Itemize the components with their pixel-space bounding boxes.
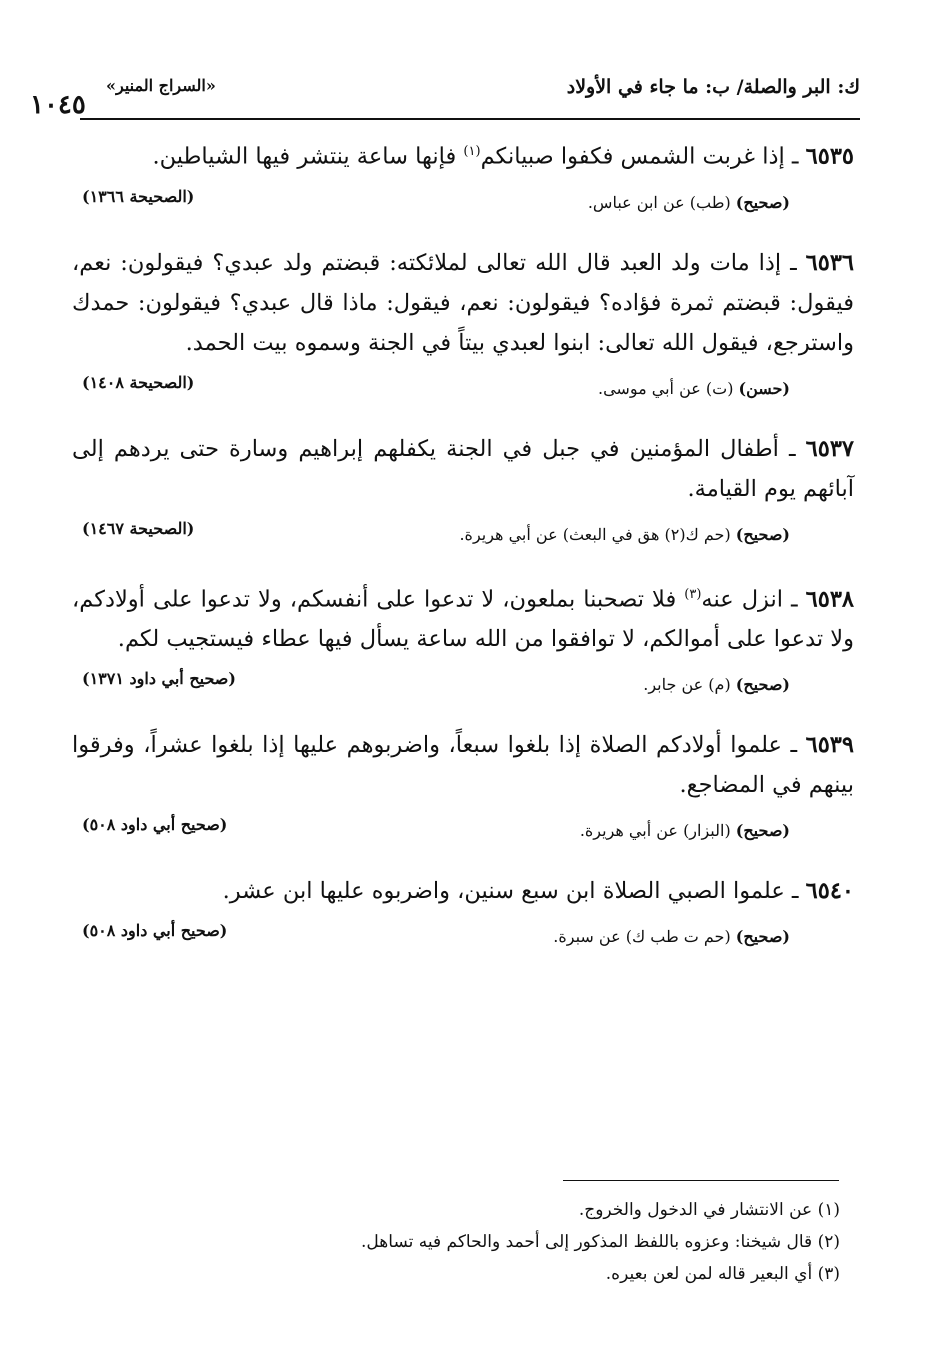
hadith-source: (ت) عن أبي موسى. bbox=[598, 378, 739, 398]
hadith-text-part: إذا مات ولد العبد قال الله تعالى لملائكته: قبضتم ولد عبدي؟ فيقولون: نعم، فيقول: قبضتم ثمرة فؤاده؟ فيقولون: نعم، فيقول: ماذا قال عبدي؟ فيقولون: حمدك واسترجع، فيقول الله تعالى: ابنوا لعبدي بيتاً في الجنة وسموه بيت الحمد. bbox=[72, 249, 854, 356]
hadith-number: ٦٥٣٨ bbox=[805, 586, 854, 612]
hadith-reference: (الصحيحة ١٤٠٨) bbox=[82, 372, 195, 392]
hadith-source: (م) عن جابر. bbox=[643, 675, 736, 694]
hadith-text-part: فلا تصحبنا بملعون، لا تدعوا على أنفسكم، ولا تدعوا على أولادكم، ولا تدعوا على أموالكم، لا توافقوا من الله ساعة يسأل فيها عطاء فيستجيب لكم. bbox=[72, 586, 854, 652]
hadith-grade: (صحيح) bbox=[735, 524, 790, 544]
hadith-grade: (صحيح) bbox=[735, 192, 790, 212]
hadith-text-part: فإنها ساعة ينتشر فيها الشياطين. bbox=[152, 143, 464, 170]
book-title: «السراج المنير» bbox=[106, 76, 216, 95]
grade-and-source bbox=[643, 675, 790, 694]
hadith-grade: (صحيح) bbox=[735, 675, 790, 694]
hadith-source: (طب) عن ابن عباس. bbox=[587, 192, 736, 212]
hadith-text-part: إذا غربت الشمس فكفوا صبيانكم bbox=[480, 143, 785, 170]
hadith-source-line bbox=[72, 372, 854, 409]
footnote-ref: (٣) bbox=[684, 586, 702, 602]
hadith-source-line bbox=[72, 921, 854, 957]
hadith-source: (حم ت طب ك) عن سبرة. bbox=[553, 927, 736, 946]
hadith-text: ٦٥٤٠ ـ علموا الصبي الصلاة ابن سبع سنين، واضربوه عليها ابن عشر. bbox=[222, 878, 854, 904]
hadith-text: ٦٥٣٦ ـ إذا مات ولد العبد قال الله تعالى لملائكته: قبضتم ولد عبدي؟ فيقولون: نعم، فيقول: قبضتم ثمرة فؤاده؟ فيقولون: نعم، فيقول: ماذا قال عبدي؟ فيقولون: حمدك واسترجع، فيقول الله تعالى: ابنوا لعبدي بيتاً في الجنة وسموه بيت الحمد. bbox=[72, 249, 855, 356]
hadith-text-part: انزل عنه bbox=[701, 586, 783, 612]
page-number: ١٠٤٥ bbox=[30, 90, 86, 120]
footnote-rule-line bbox=[563, 1180, 839, 1181]
hadith-text-part: علموا الصبي الصلاة ابن سبع سنين، واضربوه عليها ابن عشر. bbox=[222, 878, 785, 904]
hadith-source-line bbox=[72, 815, 854, 851]
grade-and-source bbox=[459, 525, 790, 544]
hadith-text: ٦٥٣٩ ـ علموا أولادكم الصلاة إذا بلغوا سبعاً، واضربوهم عليها إذا بلغوا عشراً، وفرقوا بينهم في المضاجع. bbox=[72, 732, 854, 798]
hadith-number: ٦٥٣٥ bbox=[805, 143, 854, 170]
hadith-number: ٦٥٤٠ bbox=[805, 878, 854, 904]
hadith-reference: (صحيح أبي داود ٥٠٨) bbox=[82, 921, 228, 940]
hadith-reference: (صحيح أبي داود ١٣٧١) bbox=[82, 669, 236, 688]
hadith-source-line bbox=[72, 518, 854, 555]
hadith-grade: (حسن) bbox=[738, 378, 790, 398]
page-header bbox=[30, 76, 860, 122]
grade-and-source bbox=[598, 379, 790, 398]
hadith-entry bbox=[72, 871, 854, 957]
hadith-source-line bbox=[72, 186, 854, 223]
hadith-list bbox=[72, 132, 854, 977]
hadith-source: (حم ك(٢) هق في البعث) عن أبي هريرة. bbox=[459, 524, 736, 544]
hadith-number: ٦٥٣٩ bbox=[805, 732, 854, 758]
footnote-ref: (١) bbox=[463, 144, 481, 159]
hadith-text: ٦٥٣٨ ـ انزل عنه$^{(٣)}$ فلا تصحبنا بملعون، لا تدعوا على أنفسكم، ولا تدعوا على أولادكم، ولا تدعوا على أموالكم، لا توافقوا من الله ساعة يسأل فيها عطاء فيستجيب لكم. bbox=[72, 586, 854, 652]
header-rule bbox=[80, 118, 860, 120]
footnotes bbox=[80, 1194, 840, 1290]
grade-and-source bbox=[553, 927, 790, 946]
hadith-reference: (الصحيحة ١٤٦٧) bbox=[82, 518, 195, 538]
hadith-reference: (الصحيحة ١٣٦٦) bbox=[82, 186, 195, 206]
hadith-entry bbox=[72, 243, 854, 409]
footnote: (٣) أي البعير قاله لمن لعن بعيره. bbox=[605, 1264, 840, 1284]
hadith-text-part: أطفال المؤمنين في جبل في الجنة يكفلهم إبراهيم وسارة حتى يردهم إلى آبائهم يوم القيامة. bbox=[72, 435, 854, 502]
footnote: (١) عن الانتشار في الدخول والخروج. bbox=[578, 1200, 840, 1220]
hadith-entry bbox=[72, 429, 854, 555]
footnote: (٢) قال شيخنا: وعزوه باللفظ المذكور إلى أحمد والحاكم فيه تساهل. bbox=[361, 1232, 840, 1252]
chapter-title: ك: البر والصلة/ ب: ما جاء في الأولاد bbox=[566, 76, 860, 98]
hadith-reference: (صحيح أبي داود ٥٠٨) bbox=[82, 815, 228, 834]
hadith-entry bbox=[72, 132, 854, 223]
hadith-number: ٦٥٣٦ bbox=[805, 249, 855, 276]
hadith-grade: (صحيح) bbox=[735, 927, 790, 946]
grade-and-source bbox=[580, 821, 790, 840]
hadith-entry bbox=[72, 725, 854, 851]
hadith-source-line bbox=[72, 669, 854, 705]
hadith-text-part: علموا أولادكم الصلاة إذا بلغوا سبعاً، واضربوهم عليها إذا بلغوا عشراً، وفرقوا بينهم في المضاجع. bbox=[72, 732, 854, 798]
grade-and-source bbox=[588, 193, 790, 212]
hadith-entry bbox=[72, 575, 854, 706]
hadith-grade: (صحيح) bbox=[735, 821, 790, 840]
hadith-number: ٦٥٣٧ bbox=[805, 435, 854, 462]
hadith-text: ٦٥٣٧ ـ أطفال المؤمنين في جبل في الجنة يكفلهم إبراهيم وسارة حتى يردهم إلى آبائهم يوم القيامة. bbox=[72, 435, 854, 502]
hadith-source: (البزار) عن أبي هريرة. bbox=[579, 821, 736, 840]
hadith-text: ٦٥٣٥ ـ إذا غربت الشمس فكفوا صبيانكم$^{(١)}$ فإنها ساعة ينتشر فيها الشياطين. bbox=[152, 143, 854, 170]
